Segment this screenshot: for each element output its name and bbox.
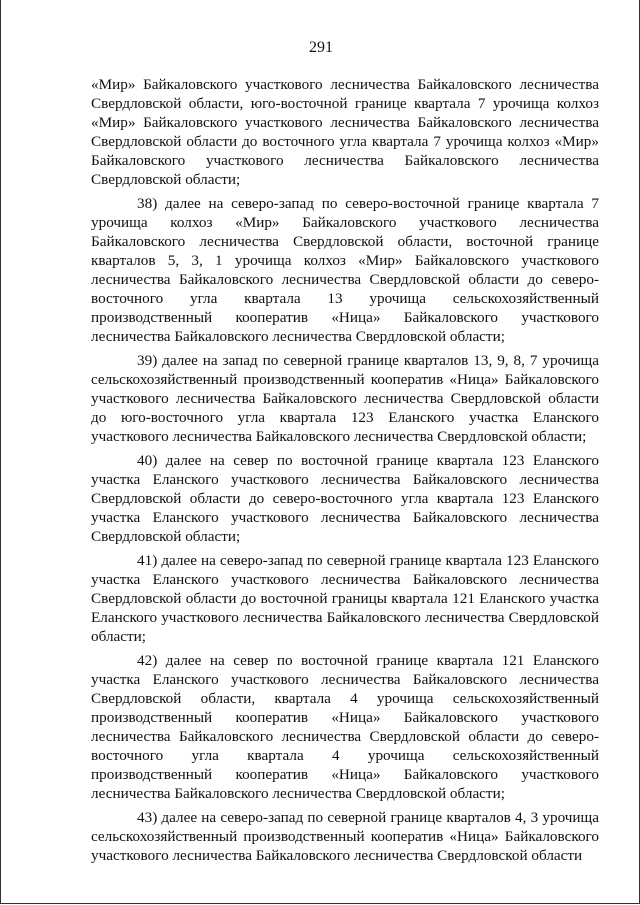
document-body (91, 75, 599, 870)
paragraph-item-38: 38) далее на северо-запад по северо-восточной границе квартала 7 урочища колхоз «Мир» Байкаловского участкового лесничества Байкаловского лесничества Свердловской области, восточной границе кварталов 5, 3, 1 урочища колхоз «Мир» Байкаловского участкового лесничества Байкаловского лесничества Свердловской области до северо-восточного угла квартала 13 урочища сельскохозяйственный производственный кооператив «Ница» Байкаловского участкового лесничества Байкаловского лесничества Свердловской области; (91, 195, 599, 345)
paragraph-item-39: 39) далее на запад по северной границе кварталов 13, 9, 8, 7 урочища сельскохозяйственный производственный кооператив «Ница» Байкаловского участкового лесничества Байкаловского лесничества Свердловской области до юго-восточного угла квартала 123 Еланского участка Еланского участкового лесничества Байкаловского лесничества Свердловской области; (91, 352, 599, 445)
paragraph-continuation: «Мир» Байкаловского участкового лесничества Байкаловского лесничества Свердловской области, юго-восточной границе квартала 7 урочища колхоз «Мир» Байкаловского участкового лесничества Байкаловского лесничества Свердловской области до восточного угла квартала 7 урочища колхоз «Мир» Байкаловского участкового лесничества Байкаловского лесничества Свердловской области; (91, 76, 599, 188)
paragraph-item-43: 43) далее на северо-запад по северной границе кварталов 4, 3 урочища сельскохозяйственный производственный кооператив «Ница» Байкаловского участкового лесничества Байкаловского лесничества Свердловской области (91, 809, 599, 864)
paragraph-item-40: 40) далее на север по восточной границе квартала 123 Еланского участка Еланского участкового лесничества Байкаловского лесничества Свердловской области до северо-восточного угла квартала 123 Еланского участка Еланского участкового лесничества Байкаловского лесничества Свердловской области; (91, 452, 599, 545)
page-number: 291 (309, 39, 333, 56)
paragraph-item-41: 41) далее на северо-запад по северной границе квартала 123 Еланского участка Еланского участкового лесничества Байкаловского лесничества Свердловской области до восточной границы квартала 121 Еланского участка Еланского участкового лесничества Байкаловского лесничества Свердловской области; (91, 552, 599, 645)
paragraph-item-42: 42) далее на север по восточной границе квартала 121 Еланского участка Еланского участкового лесничества Байкаловского лесничества Свердловской области, квартала 4 урочища сельскохозяйственный производственный кооператив «Ница» Байкаловского участкового лесничества Байкаловского лесничества Свердловской области до северо-восточного угла квартала 4 урочища сельскохозяйственный производственный кооператив «Ница» Байкаловского участкового лесничества Байкаловского лесничества Свердловской области; (91, 652, 599, 802)
